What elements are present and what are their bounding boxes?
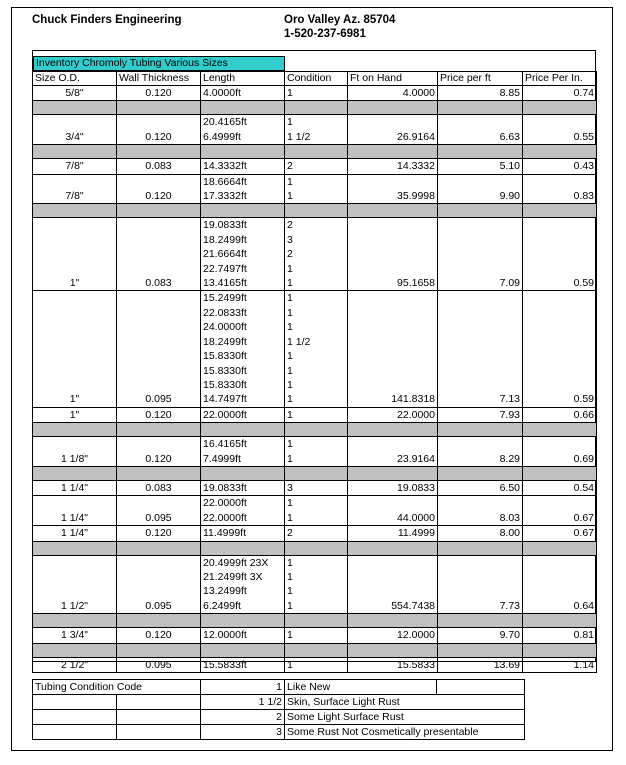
separator-row bbox=[33, 466, 597, 480]
size-cell: 1 1/4" bbox=[33, 526, 117, 541]
separator-cell bbox=[201, 643, 285, 657]
price-per-in-cell: 0.67 bbox=[523, 526, 597, 541]
separator-row bbox=[33, 643, 597, 657]
price-per-ft-cell: 7.13 bbox=[438, 291, 523, 407]
length-value: 22.0833ft bbox=[203, 306, 247, 319]
col-wall-header: Wall Thickness bbox=[117, 72, 201, 86]
separator-cell bbox=[33, 423, 117, 437]
separator-cell bbox=[438, 204, 523, 218]
separator-cell bbox=[523, 614, 597, 628]
ft-on-hand-cell: 4.0000 bbox=[348, 86, 438, 101]
separator-cell bbox=[285, 101, 348, 115]
condition-value: 1 bbox=[287, 629, 293, 642]
condition-value: 1 bbox=[287, 585, 293, 598]
length-value: 13.2499ft bbox=[203, 585, 247, 598]
length-cell bbox=[201, 496, 285, 526]
size-cell: 1" bbox=[33, 291, 117, 407]
condition-value: 1 bbox=[287, 408, 293, 421]
length-cell bbox=[201, 174, 285, 204]
condition-value: 1 bbox=[287, 292, 293, 305]
company-phone: 1-520-237-6981 bbox=[284, 28, 366, 40]
ft-on-hand-cell: 11.4999 bbox=[348, 526, 438, 541]
separator-cell bbox=[117, 614, 201, 628]
condition-value: 1 bbox=[287, 350, 293, 363]
length-value: 19.0833ft bbox=[203, 481, 247, 494]
col-size-header: Size O.D. bbox=[33, 72, 117, 86]
col-price-ft-header: Price per ft bbox=[438, 72, 523, 86]
ft-on-hand-cell: 554.7438 bbox=[348, 555, 438, 614]
condition-value: 1 bbox=[287, 658, 293, 671]
condition-value: 1 bbox=[287, 277, 293, 290]
price-per-in-cell: 1.14 bbox=[523, 657, 597, 672]
separator-cell bbox=[438, 423, 523, 437]
wall-thickness-cell: 0.120 bbox=[117, 174, 201, 204]
separator-cell bbox=[438, 614, 523, 628]
separator-cell bbox=[285, 466, 348, 480]
separator-cell bbox=[285, 541, 348, 555]
length-cell bbox=[201, 218, 285, 291]
length-value: 22.0000ft bbox=[203, 511, 247, 524]
condition-value: 1 bbox=[287, 452, 293, 465]
table-row bbox=[33, 628, 597, 643]
price-per-in-cell: 0.43 bbox=[523, 159, 597, 174]
condition-cell bbox=[285, 115, 348, 145]
legend-title-row bbox=[33, 680, 525, 695]
legend-desc-cell: Some Rust Not Cosmetically presentable bbox=[285, 725, 525, 740]
table-row bbox=[33, 555, 597, 614]
length-value: 21.6664ft bbox=[203, 248, 247, 261]
price-per-in-cell: 0.67 bbox=[523, 496, 597, 526]
condition-value: 1 1/2 bbox=[287, 335, 311, 348]
length-value: 20.4165ft bbox=[203, 116, 247, 129]
size-cell: 1 1/8" bbox=[33, 437, 117, 467]
legend-desc-cell: Skin, Surface Light Rust bbox=[285, 695, 525, 710]
price-per-ft-cell: 7.73 bbox=[438, 555, 523, 614]
separator-cell bbox=[438, 101, 523, 115]
condition-value: 3 bbox=[287, 481, 293, 494]
length-value: 12.0000ft bbox=[203, 629, 247, 642]
length-value: 24.0000ft bbox=[203, 321, 247, 334]
condition-value: 2 bbox=[287, 527, 293, 540]
col-condition-header: Condition bbox=[285, 72, 348, 86]
table-row bbox=[33, 291, 597, 407]
spreadsheet-page bbox=[11, 7, 613, 751]
price-per-ft-cell: 9.70 bbox=[438, 628, 523, 643]
separator-cell bbox=[438, 145, 523, 159]
condition-value: 1 bbox=[287, 87, 293, 99]
condition-value: 1 bbox=[287, 570, 293, 583]
condition-value: 1 bbox=[287, 321, 293, 334]
separator-cell bbox=[523, 643, 597, 657]
col-price-in-header: Price Per In. bbox=[523, 72, 597, 86]
legend-row bbox=[33, 710, 525, 725]
condition-cell bbox=[285, 86, 348, 101]
condition-value: 1 bbox=[287, 190, 293, 203]
separator-cell bbox=[33, 145, 117, 159]
size-cell: 1 1/4" bbox=[33, 480, 117, 495]
wall-thickness-cell: 0.083 bbox=[117, 218, 201, 291]
length-value: 14.3332ft bbox=[203, 160, 247, 173]
table-row bbox=[33, 218, 597, 291]
inventory-header-row bbox=[33, 72, 597, 86]
wall-thickness-cell: 0.095 bbox=[117, 555, 201, 614]
separator-cell bbox=[33, 101, 117, 115]
legend-empty-cell bbox=[117, 710, 201, 725]
condition-value: 1 bbox=[287, 438, 293, 451]
length-cell bbox=[201, 628, 285, 643]
condition-value: 1 bbox=[287, 497, 293, 510]
condition-value: 2 bbox=[287, 248, 293, 261]
length-cell bbox=[201, 159, 285, 174]
length-cell bbox=[201, 291, 285, 407]
separator-cell bbox=[348, 643, 438, 657]
length-value: 15.8330ft bbox=[203, 350, 247, 363]
price-per-ft-cell: 8.00 bbox=[438, 526, 523, 541]
separator-cell bbox=[523, 101, 597, 115]
price-per-in-cell: 0.69 bbox=[523, 437, 597, 467]
price-per-ft-cell: 9.90 bbox=[438, 174, 523, 204]
condition-cell bbox=[285, 657, 348, 672]
wall-thickness-cell: 0.083 bbox=[117, 480, 201, 495]
length-value: 15.5833ft bbox=[203, 658, 247, 671]
size-cell: 7/8" bbox=[33, 159, 117, 174]
condition-cell bbox=[285, 218, 348, 291]
length-value: 4.0000ft bbox=[203, 87, 241, 99]
length-cell bbox=[201, 657, 285, 672]
ft-on-hand-cell: 44.0000 bbox=[348, 496, 438, 526]
ft-on-hand-cell: 141.8318 bbox=[348, 291, 438, 407]
length-value: 15.8330ft bbox=[203, 378, 247, 391]
sheet-title: Inventory Chromoly Tubing Various Sizes bbox=[33, 56, 285, 71]
length-value: 20.4999ft 23X bbox=[203, 556, 269, 569]
table-row bbox=[33, 437, 597, 467]
length-value: 7.4999ft bbox=[203, 452, 241, 465]
separator-cell bbox=[33, 643, 117, 657]
separator-cell bbox=[117, 204, 201, 218]
table-row bbox=[33, 86, 597, 101]
table-row bbox=[33, 407, 597, 422]
separator-cell bbox=[117, 541, 201, 555]
legend-empty-cell bbox=[33, 695, 117, 710]
ft-on-hand-cell: 26.9164 bbox=[348, 115, 438, 145]
length-value: 21.2499ft 3X bbox=[203, 570, 263, 583]
separator-cell bbox=[117, 101, 201, 115]
col-length-header: Length bbox=[201, 72, 285, 86]
separator-cell bbox=[117, 466, 201, 480]
separator-cell bbox=[201, 614, 285, 628]
separator-cell bbox=[348, 541, 438, 555]
separator-cell bbox=[201, 204, 285, 218]
wall-thickness-cell: 0.120 bbox=[117, 628, 201, 643]
separator-cell bbox=[348, 101, 438, 115]
separator-row bbox=[33, 204, 597, 218]
table-row bbox=[33, 526, 597, 541]
condition-cell bbox=[285, 174, 348, 204]
legend-desc-cell: Like New bbox=[285, 680, 437, 695]
size-cell: 3/4" bbox=[33, 115, 117, 145]
separator-cell bbox=[33, 614, 117, 628]
size-cell: 1" bbox=[33, 407, 117, 422]
price-per-in-cell: 0.81 bbox=[523, 628, 597, 643]
separator-cell bbox=[523, 145, 597, 159]
condition-value: 1 bbox=[287, 116, 293, 129]
condition-cell bbox=[285, 628, 348, 643]
condition-value: 2 bbox=[287, 160, 293, 173]
length-value: 19.0833ft bbox=[203, 219, 247, 232]
separator-cell bbox=[201, 423, 285, 437]
condition-value: 1 bbox=[287, 393, 293, 406]
price-per-ft-cell: 8.29 bbox=[438, 437, 523, 467]
legend-code-cell: 2 bbox=[201, 710, 285, 725]
wall-thickness-cell: 0.120 bbox=[117, 86, 201, 101]
separator-cell bbox=[33, 204, 117, 218]
ft-on-hand-cell: 95.1658 bbox=[348, 218, 438, 291]
ft-on-hand-cell: 23.9164 bbox=[348, 437, 438, 467]
col-ft-on-hand-header: Ft on Hand bbox=[348, 72, 438, 86]
legend-title: Tubing Condition Code bbox=[33, 680, 201, 695]
separator-row bbox=[33, 614, 597, 628]
separator-cell bbox=[348, 145, 438, 159]
separator-cell bbox=[285, 145, 348, 159]
separator-cell bbox=[348, 423, 438, 437]
separator-cell bbox=[285, 423, 348, 437]
ft-on-hand-cell: 19.0833 bbox=[348, 480, 438, 495]
length-value: 11.4999ft bbox=[203, 527, 247, 540]
length-value: 22.0000ft bbox=[203, 497, 247, 510]
price-per-ft-cell: 6.63 bbox=[438, 115, 523, 145]
separator-row bbox=[33, 101, 597, 115]
price-per-in-cell: 0.59 bbox=[523, 291, 597, 407]
length-value: 18.2499ft bbox=[203, 335, 247, 348]
price-per-in-cell: 0.54 bbox=[523, 480, 597, 495]
separator-cell bbox=[348, 466, 438, 480]
separator-cell bbox=[33, 541, 117, 555]
length-cell bbox=[201, 526, 285, 541]
length-value: 6.2499ft bbox=[203, 599, 241, 612]
separator-row bbox=[33, 541, 597, 555]
wall-thickness-cell: 0.095 bbox=[117, 657, 201, 672]
condition-cell bbox=[285, 496, 348, 526]
legend-code-cell: 3 bbox=[201, 725, 285, 740]
price-per-in-cell: 0.74 bbox=[523, 86, 597, 101]
separator-cell bbox=[348, 614, 438, 628]
length-value: 14.7497ft bbox=[203, 393, 247, 406]
price-per-ft-cell: 13.69 bbox=[438, 657, 523, 672]
size-cell: 1 1/2" bbox=[33, 555, 117, 614]
price-per-ft-cell: 8.03 bbox=[438, 496, 523, 526]
separator-cell bbox=[201, 145, 285, 159]
separator-cell bbox=[117, 423, 201, 437]
legend-row bbox=[33, 725, 525, 740]
condition-cell bbox=[285, 437, 348, 467]
length-value: 15.2499ft bbox=[203, 292, 247, 305]
condition-value: 1 bbox=[287, 262, 293, 275]
table-row bbox=[33, 174, 597, 204]
separator-cell bbox=[523, 423, 597, 437]
separator-cell bbox=[285, 614, 348, 628]
price-per-ft-cell: 7.09 bbox=[438, 218, 523, 291]
separator-cell bbox=[523, 466, 597, 480]
length-value: 16.4165ft bbox=[203, 438, 247, 451]
inventory-table bbox=[32, 71, 597, 673]
condition-cell bbox=[285, 526, 348, 541]
condition-cell bbox=[285, 555, 348, 614]
table-row bbox=[33, 115, 597, 145]
legend-code-cell: 1 1/2 bbox=[201, 695, 285, 710]
condition-value: 1 bbox=[287, 556, 293, 569]
size-cell: 1 1/4" bbox=[33, 496, 117, 526]
length-value: 22.0000ft bbox=[203, 408, 247, 421]
length-value: 6.4999ft bbox=[203, 130, 241, 143]
condition-cell bbox=[285, 480, 348, 495]
condition-value: 1 bbox=[287, 306, 293, 319]
length-cell bbox=[201, 480, 285, 495]
legend-empty-cell bbox=[437, 680, 525, 695]
separator-cell bbox=[117, 643, 201, 657]
length-value: 22.7497ft bbox=[203, 262, 247, 275]
ft-on-hand-cell: 35.9998 bbox=[348, 174, 438, 204]
condition-value: 1 bbox=[287, 175, 293, 188]
ft-on-hand-cell: 15.5833 bbox=[348, 657, 438, 672]
ft-on-hand-cell: 22.0000 bbox=[348, 407, 438, 422]
length-value: 13.4165ft bbox=[203, 277, 247, 290]
separator-cell bbox=[201, 101, 285, 115]
company-address: Oro Valley Az. 85704 bbox=[284, 14, 396, 26]
ft-on-hand-cell: 14.3332 bbox=[348, 159, 438, 174]
condition-value: 1 bbox=[287, 599, 293, 612]
condition-legend-table bbox=[32, 679, 525, 740]
size-cell: 5/8" bbox=[33, 86, 117, 101]
price-per-in-cell: 0.55 bbox=[523, 115, 597, 145]
length-cell bbox=[201, 86, 285, 101]
separator-row bbox=[33, 423, 597, 437]
separator-row bbox=[33, 145, 597, 159]
condition-value: 3 bbox=[287, 233, 293, 246]
separator-cell bbox=[523, 204, 597, 218]
separator-cell bbox=[438, 466, 523, 480]
wall-thickness-cell: 0.120 bbox=[117, 407, 201, 422]
separator-cell bbox=[117, 145, 201, 159]
legend-empty-cell bbox=[33, 725, 117, 740]
condition-cell bbox=[285, 407, 348, 422]
price-per-ft-cell: 7.93 bbox=[438, 407, 523, 422]
size-cell: 1 3/4" bbox=[33, 628, 117, 643]
price-per-ft-cell: 5.10 bbox=[438, 159, 523, 174]
length-value: 15.8330ft bbox=[203, 364, 247, 377]
table-row bbox=[33, 657, 597, 672]
size-cell: 7/8" bbox=[33, 174, 117, 204]
price-per-ft-cell: 8.85 bbox=[438, 86, 523, 101]
ft-on-hand-cell: 12.0000 bbox=[348, 628, 438, 643]
price-per-in-cell: 0.59 bbox=[523, 218, 597, 291]
separator-cell bbox=[438, 541, 523, 555]
legend-empty-cell bbox=[33, 710, 117, 725]
wall-thickness-cell: 0.095 bbox=[117, 291, 201, 407]
separator-cell bbox=[201, 541, 285, 555]
condition-value: 1 bbox=[287, 378, 293, 391]
length-cell bbox=[201, 555, 285, 614]
company-name: Chuck Finders Engineering bbox=[32, 14, 182, 26]
price-per-in-cell: 0.64 bbox=[523, 555, 597, 614]
wall-thickness-cell: 0.120 bbox=[117, 526, 201, 541]
price-per-in-cell: 0.66 bbox=[523, 407, 597, 422]
legend-empty-cell bbox=[117, 695, 201, 710]
table-row bbox=[33, 480, 597, 495]
price-per-ft-cell: 6.50 bbox=[438, 480, 523, 495]
size-cell: 2 1/2" bbox=[33, 657, 117, 672]
separator-cell bbox=[523, 541, 597, 555]
separator-cell bbox=[285, 204, 348, 218]
separator-cell bbox=[201, 466, 285, 480]
legend-desc-cell: Some Light Surface Rust bbox=[285, 710, 525, 725]
wall-thickness-cell: 0.083 bbox=[117, 159, 201, 174]
wall-thickness-cell: 0.095 bbox=[117, 496, 201, 526]
legend-row bbox=[33, 695, 525, 710]
legend-code-cell: 1 bbox=[201, 680, 285, 695]
wall-thickness-cell: 0.120 bbox=[117, 115, 201, 145]
length-cell bbox=[201, 407, 285, 422]
condition-value: 1 1/2 bbox=[287, 130, 311, 143]
condition-value: 2 bbox=[287, 219, 293, 232]
condition-cell bbox=[285, 159, 348, 174]
separator-cell bbox=[438, 643, 523, 657]
length-value: 18.6664ft bbox=[203, 175, 247, 188]
table-row bbox=[33, 159, 597, 174]
separator-cell bbox=[348, 204, 438, 218]
length-value: 18.2499ft bbox=[203, 233, 247, 246]
length-cell bbox=[201, 437, 285, 467]
condition-value: 1 bbox=[287, 364, 293, 377]
size-cell: 1" bbox=[33, 218, 117, 291]
separator-cell bbox=[33, 466, 117, 480]
length-value: 17.3332ft bbox=[203, 190, 247, 203]
wall-thickness-cell: 0.120 bbox=[117, 437, 201, 467]
table-row bbox=[33, 496, 597, 526]
condition-value: 1 bbox=[287, 511, 293, 524]
condition-cell bbox=[285, 291, 348, 407]
legend-empty-cell bbox=[117, 725, 201, 740]
length-cell bbox=[201, 115, 285, 145]
separator-cell bbox=[285, 643, 348, 657]
price-per-in-cell: 0.83 bbox=[523, 174, 597, 204]
